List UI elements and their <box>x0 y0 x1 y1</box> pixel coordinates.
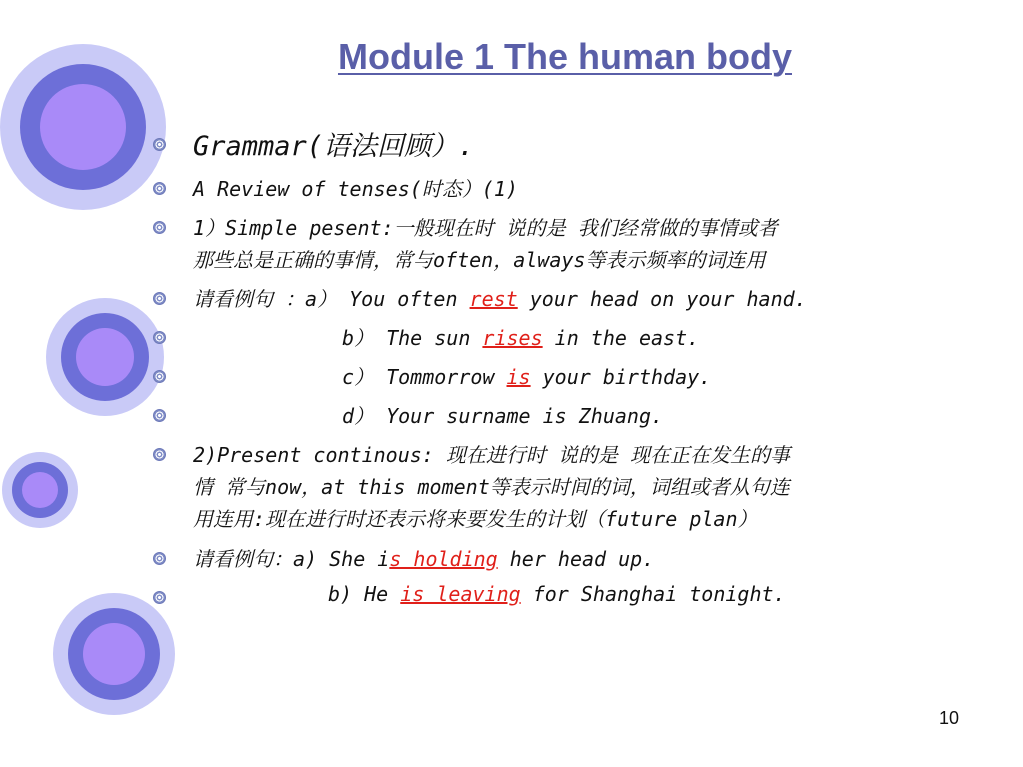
bullet-icon <box>153 552 166 565</box>
tense-review-line: A Review of tenses(时态）(1) <box>193 177 518 201</box>
grammar-heading: Grammar(语法回顾）. <box>193 131 475 162</box>
example-c-verb: is <box>506 365 531 389</box>
decorative-circle-4-mid <box>68 608 160 700</box>
example-a-text: 请看例句 ：a） You often <box>193 287 470 311</box>
continuous-example-a-line <box>193 543 654 572</box>
example-a-line <box>193 283 807 312</box>
decorative-circle-3-inner <box>22 472 58 508</box>
continuous-example-b-verb: is leaving <box>400 582 521 606</box>
example-b-rest: in the east. <box>542 326 700 350</box>
present-continuous-line-2: 情 常与now，at this moment等表示时间的词，词组或者从句连 <box>193 475 790 499</box>
slide-title: Module 1 The human body <box>337 36 792 77</box>
decorative-circle-1-inner <box>40 84 126 170</box>
decorative-circle-4 <box>53 593 175 715</box>
bullet-icon <box>153 331 166 344</box>
example-d-line: d） Your surname is Zhuang. <box>342 404 664 428</box>
continuous-example-a-rest: her head up. <box>497 547 655 571</box>
bullet-icon <box>153 591 166 604</box>
continuous-example-a-verb: s holding <box>389 547 498 571</box>
present-continuous-line-3: 用连用:现在进行时还表示将来要发生的计划（future plan） <box>193 507 758 531</box>
decorative-circle-2-mid <box>61 313 149 401</box>
simple-present-line-2: 那些总是正确的事情，常与often，always等表示频率的词连用 <box>193 248 766 272</box>
bullet-icon <box>153 448 166 461</box>
bullet-icon <box>153 182 166 195</box>
continuous-example-b-rest: for Shanghai tonight. <box>520 582 786 606</box>
example-c-line <box>342 361 711 390</box>
bullet-icon <box>153 221 166 234</box>
example-b-verb: rises <box>482 326 543 350</box>
continuous-example-b-line <box>328 582 786 606</box>
decorative-circle-3-mid <box>12 462 68 518</box>
example-c-rest: your birthday. <box>530 365 712 389</box>
decorative-circle-2 <box>46 298 164 416</box>
example-c-text: c） Tommorrow <box>342 365 507 389</box>
bullet-icon <box>153 138 166 151</box>
decorative-circle-2-inner <box>76 328 134 386</box>
decorative-circle-1-mid <box>20 64 146 190</box>
present-continuous-line-1: 2)Present continous: 现在进行时 说的是 现在正在发生的事 <box>193 443 790 467</box>
page-number: 10 <box>938 708 959 728</box>
bullet-icon <box>153 292 166 305</box>
continuous-example-a-text: 请看例句：a) She i <box>193 547 390 571</box>
example-a-verb: rest <box>469 287 518 311</box>
continuous-example-b-text: b) He <box>328 582 401 606</box>
simple-present-line-1: 1）Simple pesent:一般现在时 说的是 我们经常做的事情或者 <box>193 216 778 240</box>
example-b-line <box>342 322 699 351</box>
bullet-icon <box>153 370 166 383</box>
decorative-circle-4-inner <box>83 623 145 685</box>
example-a-rest: your head on your hand. <box>517 287 807 311</box>
example-b-text: b） The sun <box>342 326 483 350</box>
bullet-icon <box>153 409 166 422</box>
decorative-circle-3 <box>2 452 78 528</box>
